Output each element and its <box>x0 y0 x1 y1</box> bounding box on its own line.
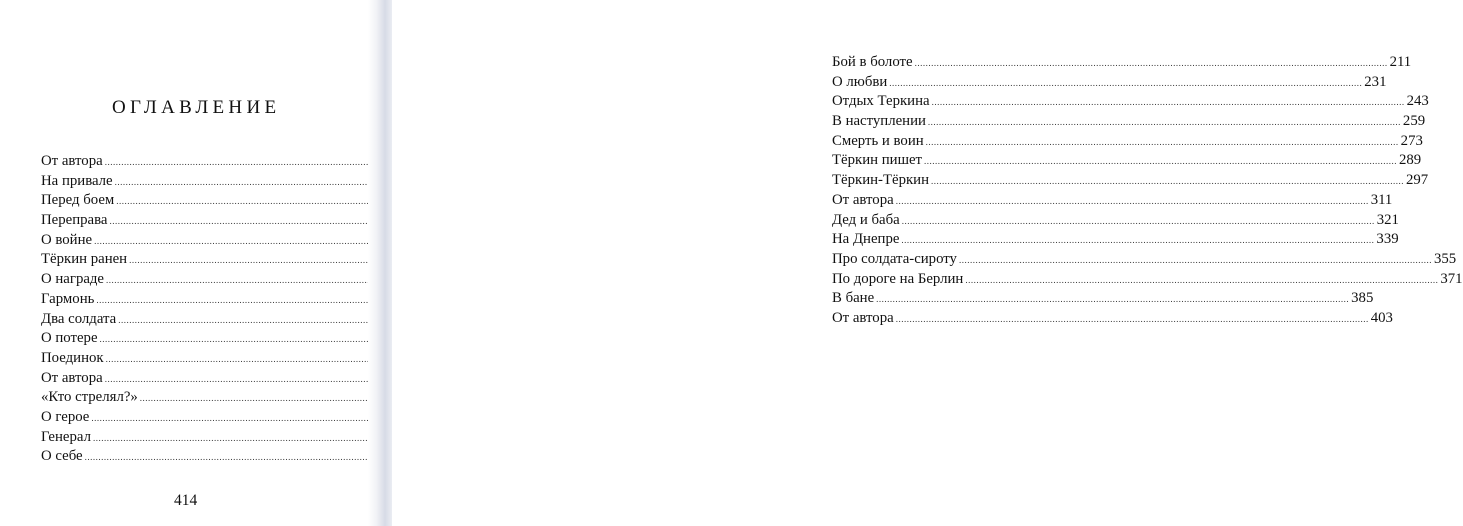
dot-leader <box>924 152 1397 172</box>
toc-entry-title: Смерть и воин <box>832 132 924 149</box>
toc-entry <box>41 191 341 211</box>
dot-leader <box>889 74 1362 94</box>
toc-entry-title: В наступлении <box>832 113 926 130</box>
toc-entry-title: Два солдата <box>41 310 117 327</box>
toc-entry-title: О любви <box>832 73 888 90</box>
toc-entry-title: Тёркин пишет <box>832 152 922 169</box>
toc-entry-title: От автора <box>41 153 103 169</box>
toc-entry <box>832 112 1426 132</box>
toc-entry-title: Про солдата-сироту <box>832 250 957 267</box>
toc-entry-title: Поединок <box>41 349 104 366</box>
toc-entry <box>832 92 1429 112</box>
toc-entry-title: О потере <box>41 330 98 347</box>
dot-leader <box>965 271 1438 291</box>
dot-leader <box>896 192 1369 212</box>
dot-leader <box>928 113 1401 133</box>
toc-entry-title: Дед и баба <box>832 211 900 228</box>
toc-entry <box>41 408 341 428</box>
toc-entry-page: 297 <box>1406 172 1429 189</box>
page-title: ОГЛАВЛЕНИЕ <box>112 97 281 118</box>
toc-entry-title: Перед боем <box>41 192 115 209</box>
toc-entry <box>832 289 1374 309</box>
toc-entry-title: От автора <box>41 369 103 386</box>
toc-entry-page: 385 <box>1351 290 1374 307</box>
toc-entry-page: 311 <box>1370 191 1393 208</box>
toc-entry <box>832 250 1457 270</box>
toc-entry <box>41 211 341 231</box>
toc-entry-page: 371 <box>1440 270 1463 287</box>
toc-entry-title: На привале <box>41 172 113 189</box>
toc-entry-page: 403 <box>1370 309 1393 326</box>
toc-entry <box>832 151 1422 171</box>
toc-entry <box>41 447 341 467</box>
dot-leader <box>901 231 1374 251</box>
toc-entry-title: «Кто стрелял?» <box>41 389 138 406</box>
toc-entry <box>832 230 1399 250</box>
toc-entry-title: По дороге на Берлин <box>832 270 964 287</box>
dot-leader <box>959 251 1432 271</box>
toc-entry <box>41 270 341 290</box>
toc-entry-page: 289 <box>1399 152 1422 169</box>
dot-leader <box>902 212 1375 232</box>
toc-entry-page: 273 <box>1400 132 1423 149</box>
toc-entry <box>41 152 341 172</box>
toc-entry-title: На Днепре <box>832 231 900 248</box>
toc-entry <box>41 250 341 270</box>
toc-entry-title: О награде <box>41 271 105 288</box>
toc-entry-page: 321 <box>1376 211 1399 228</box>
toc-entry <box>41 369 341 389</box>
toc-entry <box>832 191 1393 211</box>
toc-entry-title: О герое <box>41 408 90 425</box>
toc-list-right <box>832 53 1463 329</box>
toc-entry-title: Бой в болоте <box>832 54 913 70</box>
toc-entry-page: 355 <box>1433 250 1457 267</box>
toc-entry <box>832 270 1463 290</box>
toc-entry <box>832 309 1393 329</box>
dot-leader <box>896 310 1369 330</box>
dot-leader <box>931 172 1404 192</box>
toc-entry <box>41 172 341 192</box>
toc-entry-page: 259 <box>1402 113 1426 130</box>
page-number: 414 <box>174 492 198 509</box>
toc-entry-title: В бане <box>832 290 875 307</box>
toc-entry-page: 231 <box>1364 73 1387 90</box>
toc-entry-title: О себе <box>41 448 83 465</box>
toc-entry <box>832 132 1423 152</box>
dot-leader <box>915 54 1388 74</box>
toc-entry <box>41 349 341 369</box>
toc-entry <box>832 73 1387 93</box>
toc-entry <box>41 428 341 448</box>
toc-entry-title: Генерал <box>41 428 91 445</box>
toc-entry <box>41 329 341 349</box>
toc-entry-page: 243 <box>1406 93 1429 110</box>
toc-entry <box>832 53 1412 73</box>
toc-list-left <box>41 152 341 467</box>
toc-entry-title: От автора <box>832 309 894 326</box>
toc-entry-title: Тёркин-Тёркин <box>832 172 929 189</box>
toc-entry <box>41 388 341 408</box>
toc-entry <box>41 290 341 310</box>
toc-entry-title: Тёркин ранен <box>41 251 128 268</box>
toc-entry <box>832 171 1429 191</box>
dot-leader <box>876 290 1349 310</box>
toc-entry <box>832 211 1399 231</box>
toc-entry-title: Переправа <box>41 212 108 229</box>
dot-leader <box>932 93 1405 113</box>
toc-entry-page: 211 <box>1389 54 1412 70</box>
dot-leader <box>926 133 1399 153</box>
toc-entry-title: О войне <box>41 231 93 248</box>
toc-entry-title: Гармонь <box>41 290 95 307</box>
toc-entry-page: 339 <box>1376 231 1399 248</box>
toc-entry <box>41 310 341 330</box>
right-page <box>392 0 1463 526</box>
toc-entry <box>41 231 341 251</box>
toc-entry-title: От автора <box>832 191 894 208</box>
left-page <box>0 0 380 526</box>
toc-entry-title: Отдых Теркина <box>832 93 930 110</box>
